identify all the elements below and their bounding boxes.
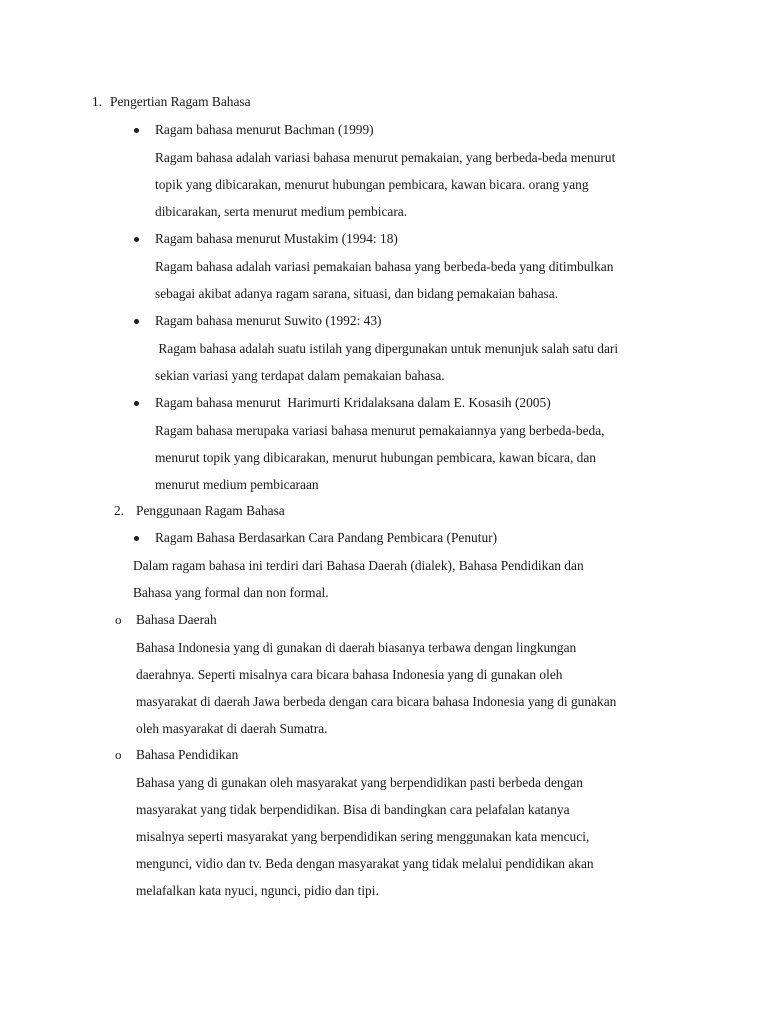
sub-heading: Bahasa Pendidikan bbox=[136, 747, 239, 762]
section-title: Pengertian Ragam Bahasa bbox=[110, 94, 251, 109]
list-item-heading: Ragam bahasa menurut Suwito (1992: 43) bbox=[155, 313, 382, 328]
paragraph-line: Ragam bahasa adalah variasi bahasa menurut pemakaian, yang berbeda-beda menurut bbox=[155, 150, 616, 165]
paragraph-line: Ragam bahasa merupaka variasi bahasa menurut pemakaiannya yang berbeda-beda, bbox=[155, 423, 605, 438]
circle-bullet-icon: o bbox=[115, 612, 122, 627]
paragraph-line: Ragam bahasa adalah suatu istilah yang dipergunakan untuk menunjuk salah satu dari bbox=[155, 341, 619, 356]
paragraph-line: Dalam ragam bahasa ini terdiri dari Bahasa Daerah (dialek), Bahasa Pendidikan dan bbox=[133, 558, 584, 573]
section-number: 2. bbox=[114, 503, 125, 518]
paragraph-line: daerahnya. Seperti misalnya cara bicara bahasa Indonesia yang di gunakan oleh bbox=[136, 667, 563, 682]
list-item-heading: Ragam Bahasa Berdasarkan Cara Pandang Pembicara (Penutur) bbox=[155, 530, 498, 545]
bullet-icon bbox=[134, 237, 139, 242]
paragraph-line: sebagai akibat adanya ragam sarana, situasi, dan bidang pemakaian bahasa. bbox=[155, 286, 559, 301]
list-item-heading: Ragam bahasa menurut Mustakim (1994: 18) bbox=[155, 231, 398, 246]
paragraph-line: menurut medium pembicaraan bbox=[155, 477, 319, 492]
bullet-icon bbox=[134, 128, 139, 133]
paragraph-line: masyarakat yang tidak berpendidikan. Bisa di bandingkan cara pelafalan katanya bbox=[136, 802, 570, 817]
bullet-icon bbox=[134, 401, 139, 406]
section-title: Penggunaan Ragam Bahasa bbox=[136, 503, 285, 518]
bullet-icon bbox=[134, 319, 139, 324]
paragraph-line: misalnya seperti masyarakat yang berpendidikan sering menggunakan kata mencuci, bbox=[136, 829, 590, 844]
paragraph-line: Bahasa yang formal dan non formal. bbox=[133, 585, 329, 600]
paragraph-line: Bahasa Indonesia yang di gunakan di daerah biasanya terbawa dengan lingkungan bbox=[136, 640, 577, 655]
paragraph-line: topik yang dibicarakan, menurut hubungan pembicara, kawan bicara. orang yang bbox=[155, 177, 589, 192]
paragraph-line: mengunci, vidio dan tv. Beda dengan masyarakat yang tidak melalui pendidikan akan bbox=[136, 856, 594, 871]
paragraph-line: Bahasa yang di gunakan oleh masyarakat yang berpendidikan pasti berbeda dengan bbox=[136, 775, 583, 790]
paragraph-line: sekian variasi yang terdapat dalam pemakaian bahasa. bbox=[155, 368, 445, 383]
circle-bullet-icon: o bbox=[115, 747, 122, 762]
list-item-heading: Ragam bahasa menurut Harimurti Kridalaksana dalam E. Kosasih (2005) bbox=[155, 395, 551, 410]
paragraph-line: dibicarakan, serta menurut medium pembicara. bbox=[155, 204, 408, 219]
paragraph-line: Ragam bahasa adalah variasi pemakaian bahasa yang berbeda-beda yang ditimbulkan bbox=[155, 259, 614, 274]
sub-heading: Bahasa Daerah bbox=[136, 612, 217, 627]
list-item-heading: Ragam bahasa menurut Bachman (1999) bbox=[155, 122, 374, 137]
paragraph-line: melafalkan kata nyuci, ngunci, pidio dan tipi. bbox=[136, 883, 379, 898]
paragraph-line: oleh masyarakat di daerah Sumatra. bbox=[136, 721, 328, 736]
paragraph-line: masyarakat di daerah Jawa berbeda dengan cara bicara bahasa Indonesia yang di gunakan bbox=[136, 694, 617, 709]
bullet-icon bbox=[134, 536, 139, 541]
paragraph-line: menurut topik yang dibicarakan, menurut hubungan pembicara, kawan bicara, dan bbox=[155, 450, 596, 465]
section-number: 1. bbox=[92, 94, 103, 109]
